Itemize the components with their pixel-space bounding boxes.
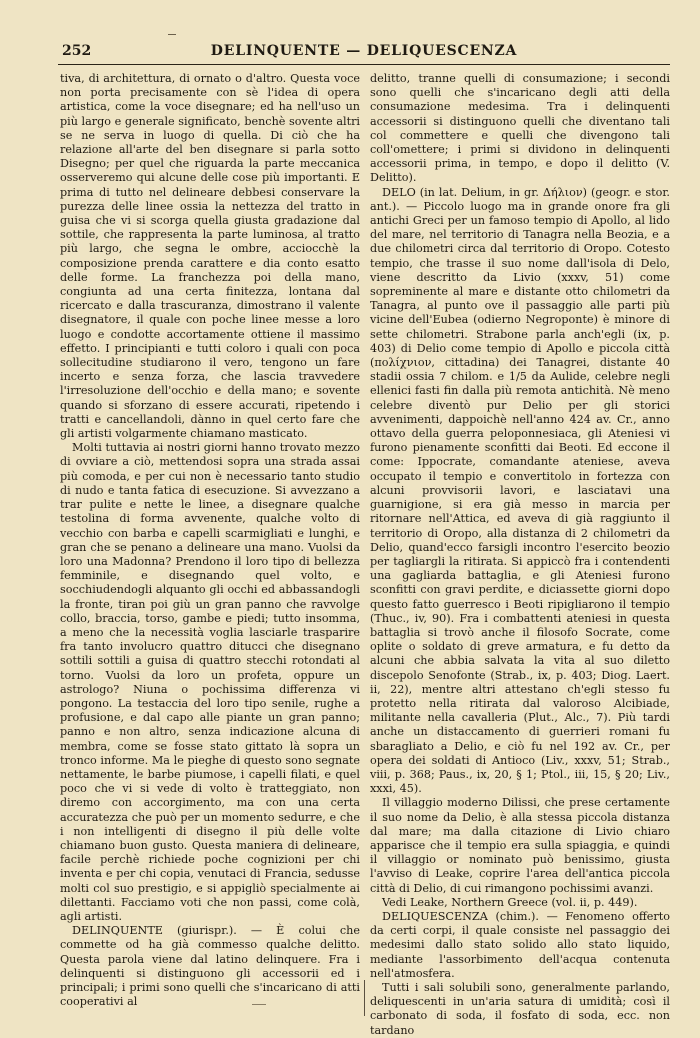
entry-delinquente: DELINQUENTE (giurispr.). — È colui che commette od ha già commesso qualche delitto. Questa parola viene dal latino delinquere. Fra i delinquenti si distinguono gli accessorii ed i principali; i primi sono quelli che s'incaricano di atti cooperativi al	[60, 924, 360, 1009]
left-column	[60, 72, 360, 1012]
column-divider	[364, 980, 365, 1016]
print-mark	[168, 34, 176, 35]
print-mark-bottom	[252, 1004, 266, 1005]
entry-deliquescenza: DELIQUESCENZA (chim.). — Fenomeno offerto da certi corpi, il quale consiste nel passaggio dei medesimi dallo stato solido allo stato liquido, mediante l'assorbimento dell'acqua contenuta nell'atmosfera.	[370, 909, 670, 980]
reference-leake: Vedi Leake, Northern Greece (vol. ii, p. 449).	[382, 895, 638, 909]
paragraph-disegno-continued: tiva, di architettura, di ornato o d'altro. Questa voce non porta precisamente con sè l'idea di opera artistica, come la voce disegnare; ed ha nell'uso un più largo e generale significato, benchè sovente altri se ne serva in luogo di quella. Di ciò che ha relazione all'arte del ben disegnare si parla sotto Disegno; per quel che riguarda la parte meccanica osserveremo qui alcune delle cose più importanti. E prima di tutto nel delineare debbesi conservare la purezza delle linee ossia la nettezza del tratto in guisa che vi si scorga quella giusta gradazione dal sottile, che rappresenta la parte luminosa, al tratto più largo, che segna le ombre, acciocchè la composizione prenda carattere e dia conto esatto delle forme. La franchezza poi della mano, congiunta ad una certa finitezza, lontana dal ricercato e dalla trascuranza, dimostrano il valente disegnatore, il quale con poche linee messe a loro luogo e condotte accortamente ottiene il massimo effetto. I principianti e tutti coloro i quali con poca sollecitudine studiarono il vero, tengono un fare incerto e senza forza, che lascia travvedere l'irresoluzione dell'occhio e della mano; e sovente quando si sforzano di essere accurati, ripetendo i tratti e cancellandoli, dànno in quel certo fare che gli artisti volgarmente chiamano masticato.	[60, 72, 360, 441]
entry-delio: DELO (in lat. Delium, in gr. Δήλιον) (geogr. e stor. ant.). — Piccolo luogo ma in grande onore fra gli antichi Greci per un famoso tempio di Apollo, al lido del mare, nel territorio di Tanagra nella Beozia, e a due chilometri circa dal territorio di Oropo. Cotesto tempio, che trasse il suo nome dall'isola di Delo, viene descritto da Livio (xxxv, 51) come sopreminente al mare e distante otto chilometri da Tanagra, al punto ove il passaggio alle parti più vicine dell'Eubea (odierno Negroponte) è minore di sette chilometri. Strabone parla anch'egli (ix, p. 403) di Delio come tempio di Apollo e piccola città (πολίχνιον, cittadina) dei Tanagrei, distante 40 stadii ossia 7 chilom. e 1/5 da Aulide, celebre negli ellenici fasti fin dalla più remota antichità. Nè meno celebre diventò pur Delio per gli storici avvenimenti, dappoichè nell'anno 424 av. Cr., anno ottavo della guerra peloponnesiaca, gli Ateniesi vi furono pienamente sconfitti dai Beoti. Ed eccone il come: Ippocrate, comandante ateniese, aveva occupato il tempio e convertitolo in fortezza con alcuni provvisorii lavori, e lasciatavi una guarnigione, si era già messo in marcia per ritornare nell'Attica, ed aveva di già raggiunto il territorio di Oropo, alla distanza di 2 chilometri da Delio, quand'ecco farsigli incontro l'esercito beozio per tagliargli la ritirata. Si appiccò fra i contendenti una gagliarda battaglia, e gli Ateniesi furono sconfitti con gravi perdite, e diciassette giorni dopo questo fatto guerresco i Beoti ripigliarono il tempio (Thuc., iv, 90). Fra i combattenti ateniesi in questa battaglia si trovò anche il filosofo Socrate, come oplite o soldato di greve armatura, e fu detto da alcuni che abbia salvata la vita al suo diletto discepolo Senofonte (Strab., ix, p. 403; Diog. Laert. ii, 22), mentre altri attestano ch'egli stesso fu protetto nella ritirata dal valoroso Alcibiade, militante nella cavalleria (Plut., Alc., 7). Più tardi anche un distaccamento di guerrieri romani fu sbaragliato a Delio, e ciò fu nel 192 av. Cr., per opera dei soldati di Antioco (Liv., xxxv, 51; Strab., viii, p. 368; Paus., ix, 20, § 1; Ptol., iii, 15, § 20; Liv., xxxi, 45).	[370, 185, 670, 796]
page-number: 252	[62, 43, 92, 59]
right-column	[370, 72, 670, 1037]
paragraph-disegno-critique: Molti tuttavia ai nostri giorni hanno trovato mezzo di ovviare a ciò, mettendosi sopra una strada assai più comoda, e per cui non è necessario tanto studio di nudo e tanta fatica di esecuzione. Si avvezzano a trar pulite e nette le linee, a disegnare qualche testolina di forma avvenente, qualche volto di vecchio con barba e capelli scarmigliati e lunghi, e gran che se penano a delineare una mano. Vuolsi da loro una Madonna? Prendono il loro tipo di bellezza femminile, e disegnando quel volto, e socchiudendogli alquanto gli occhi ed abbassandogli la fronte, tiran poi giù un gran panno che ravvolge collo, braccia, torso, gambe e piedi; tutto insomma, a meno che la necessità voglia lasciarle trasparire fra tanto involucro quattro ditucci che disegnano sottili sottili a guisa di quattro stecchi rotondati al torno. Vuolsi da loro un profeta, oppure un astrologo? Niuna o pochissima differenza vi pongono. La testaccia del loro tipo senile, rughe a profusione, e dal capo alle piante un gran panno; panno e non altro, senza indicazione alcuna di membra, come se fosse stato gittato là sopra un tronco informe. Ma le pieghe di questo sono segnate nettamente, le barbe piumose, i capelli filati, e quel poco che vi si vede di volto è tratteggiato, non diremo con accorgimento, ma con una certa accuratezza che può per un momento sedurre, e che i non intelligenti di disegno il più delle volte chiamano buon gusto. Questa maniera di delineare, facile perchè richiede poche cognizioni per chi inventa e per chi copia, venutaci di Francia, sedusse molti col suo prestigio, e si appigliò specialmente ai dilettanti. Facciamo voti che non passi, come colà, agli artisti.	[60, 441, 360, 923]
paragraph-sali-solubili: Tutti i sali solubili sono, generalmente parlando, deliquescenti in un'aria satura di umidità; così il carbonato di soda, il fosfato di soda, ecc. non tardano	[370, 981, 670, 1037]
paragraph-dilissi: Il villaggio moderno Dilissi, che prese certamente il suo nome da Delio, è alla stessa piccola distanza dal mare; ma dalla citazione di Livio chiaro apparisce che il tempio era sulla spiaggia, e quindi il villaggio or nominato può benissimo, giusta l'avviso di Leake, coprire l'area dell'antica piccola città di Delio, di cui rimangono pochissimi avanzi.	[370, 796, 670, 895]
entry-delinquente-continued: delitto, tranne quelli di consumazione; i secondi sono quelli che s'incaricano degli atti della consumazione medesima. Tra i delinquenti accessorii si distinguono quelli che diventano tali col commettere e quelli che divengono tali coll'omettere; i primi si dividono in delinquenti accessorii prima, in tempo, e dopo il delitto (V. Delitto).	[370, 72, 670, 185]
running-head: DELINQUENTE — DELIQUESCENZA	[210, 43, 518, 59]
page-header	[58, 40, 670, 65]
